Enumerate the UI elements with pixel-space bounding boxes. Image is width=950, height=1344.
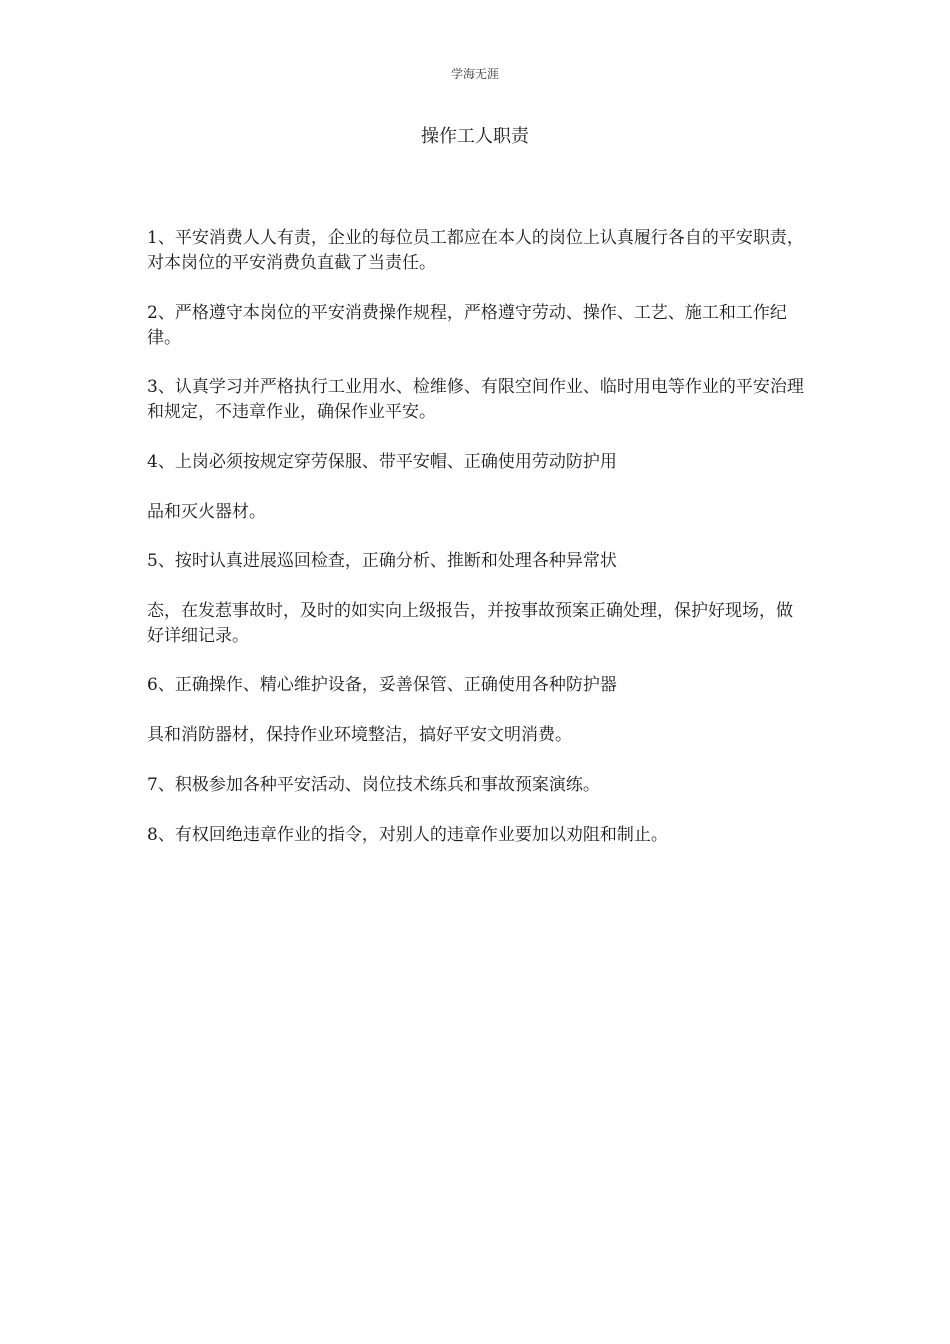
paragraph-text: 6、正确操作、精心维护设备，妥善保管、正确使用各种防护器 bbox=[147, 675, 617, 695]
paragraph-7 bbox=[147, 773, 807, 798]
paragraph-6-part-2 bbox=[147, 723, 807, 748]
paragraph-3 bbox=[147, 375, 807, 425]
paragraph-1 bbox=[147, 226, 807, 276]
paragraph-text: 8、有权回绝违章作业的指令，对别人的违章作业要加以劝阻和制止。 bbox=[147, 825, 668, 845]
paragraph-8 bbox=[147, 823, 807, 848]
paragraph-text: 4、上岗必须按规定穿劳保服、带平安帽、正确使用劳动防护用 bbox=[147, 452, 617, 472]
paragraph-4-part-1 bbox=[147, 450, 807, 475]
paragraph-text: 5、按时认真进展巡回检查，正确分析、推断和处理各种异常状 bbox=[147, 551, 617, 571]
paragraph-5-part-1 bbox=[147, 549, 807, 574]
paragraph-text: 态，在发惹事故时，及时的如实向上级报告，并按事故预案正确处理，保护好现场，做好详细记录。 bbox=[147, 601, 793, 646]
paragraph-6-part-1 bbox=[147, 673, 807, 698]
paragraph-5-part-2 bbox=[147, 599, 807, 649]
paragraph-text: 品和灭火器材。 bbox=[147, 502, 266, 522]
paragraph-text: 具和消防器材，保持作业环境整洁，搞好平安文明消费。 bbox=[147, 725, 572, 745]
paragraph-text: 7、积极参加各种平安活动、岗位技术练兵和事故预案演练。 bbox=[147, 775, 600, 795]
paragraph-4-part-2 bbox=[147, 500, 807, 525]
document-title: 操作工人职责 bbox=[421, 126, 529, 147]
paragraph-text: 1、平安消费人人有责，企业的每位员工都应在本人的岗位上认真履行各自的平安职责，对本岗位的平安消费负直截了当责任。 bbox=[147, 228, 804, 273]
paragraph-text: 2、严格遵守本岗位的平安消费操作规程，严格遵守劳动、操作、工艺、施工和工作纪律。 bbox=[147, 303, 787, 348]
page-header: 学海无涯 bbox=[450, 67, 499, 81]
paragraph-text: 3、认真学习并严格执行工业用水、检维修、有限空间作业、临时用电等作业的平安治理和规定，不违章作业，确保作业平安。 bbox=[147, 377, 804, 422]
paragraph-2 bbox=[147, 301, 807, 351]
